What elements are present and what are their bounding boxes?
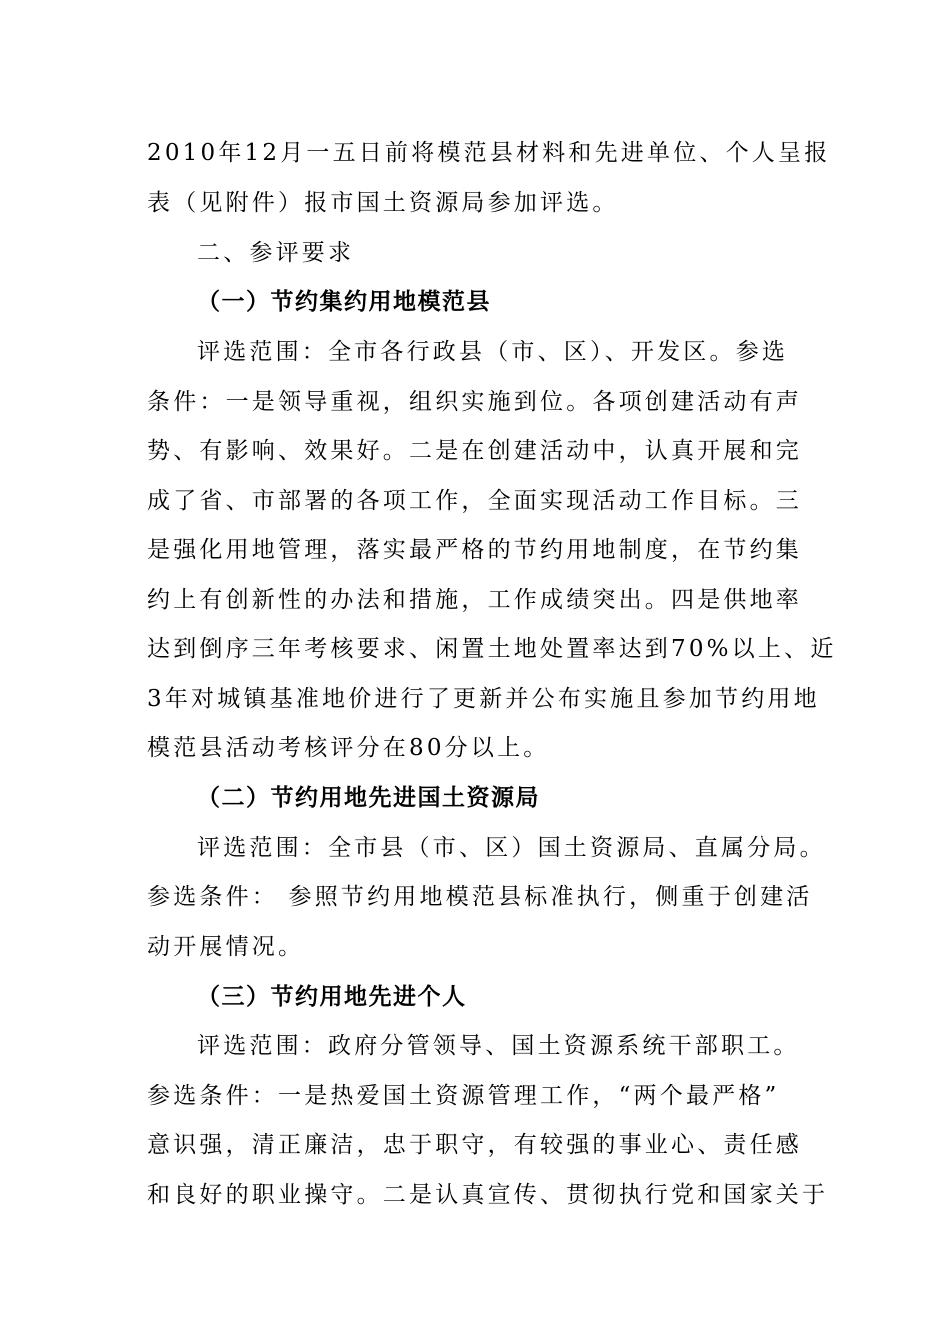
- paragraph-line: 条件：一是领导重视，组织实施到位。各项创建活动有声: [147, 389, 802, 415]
- paragraph-line: 表（见附件）报市国土资源局参加评选。: [147, 190, 619, 216]
- paragraph-line: 是强化用地管理，落实最严格的节约用地制度，在节约集: [147, 537, 802, 563]
- paragraph-line: 意识强，清正廉洁，忠于职守，有较强的事业心、责任感: [147, 1132, 802, 1158]
- subsection-heading: （一）节约集约用地模范县: [197, 289, 491, 315]
- paragraph-line: 参选条件：一是热爱国土资源管理工作，“两个最严格”: [147, 1083, 780, 1109]
- paragraph-line: 评选范围：全市各行政县（市、区）、开发区。参选: [197, 339, 789, 365]
- paragraph-line: 3年对城镇基准地价进行了更新并公布实施且参加节约用地: [147, 686, 820, 712]
- paragraph-line: 和良好的职业操守。二是认真宣传、贯彻执行党和国家关于: [147, 1182, 829, 1208]
- paragraph-line: 2010年12月一五日前将模范县材料和先进单位、个人呈报: [147, 140, 831, 166]
- paragraph-line: 势、有影响、效果好。二是在创建活动中，认真开展和完: [147, 438, 802, 464]
- subsection-heading: （二）节约用地先进国土资源局: [197, 785, 540, 811]
- paragraph-line: 成了省、市部署的各项工作，全面实现活动工作目标。三: [147, 488, 802, 514]
- paragraph-line: 动开展情况。: [147, 934, 305, 960]
- paragraph-line: 约上有创新性的办法和措施，工作成绩突出。四是供地率: [147, 587, 802, 613]
- paragraph-line: 达到倒序三年考核要求、闲置土地处置率达到70%以上、近: [147, 636, 837, 662]
- paragraph-line: 评选范围：政府分管领导、国土资源系统干部职工。: [197, 1033, 800, 1059]
- paragraph-line: 评选范围：全市县（市、区）国土资源局、直属分局。: [197, 835, 826, 861]
- section-heading: 二、参评要求: [197, 240, 355, 266]
- paragraph-line: 参选条件： 参照节约用地模范县标准执行，侧重于创建活: [147, 884, 813, 910]
- paragraph-line: 模范县活动考核评分在80分以上。: [147, 735, 550, 761]
- subsection-heading: （三）节约用地先进个人: [197, 984, 467, 1010]
